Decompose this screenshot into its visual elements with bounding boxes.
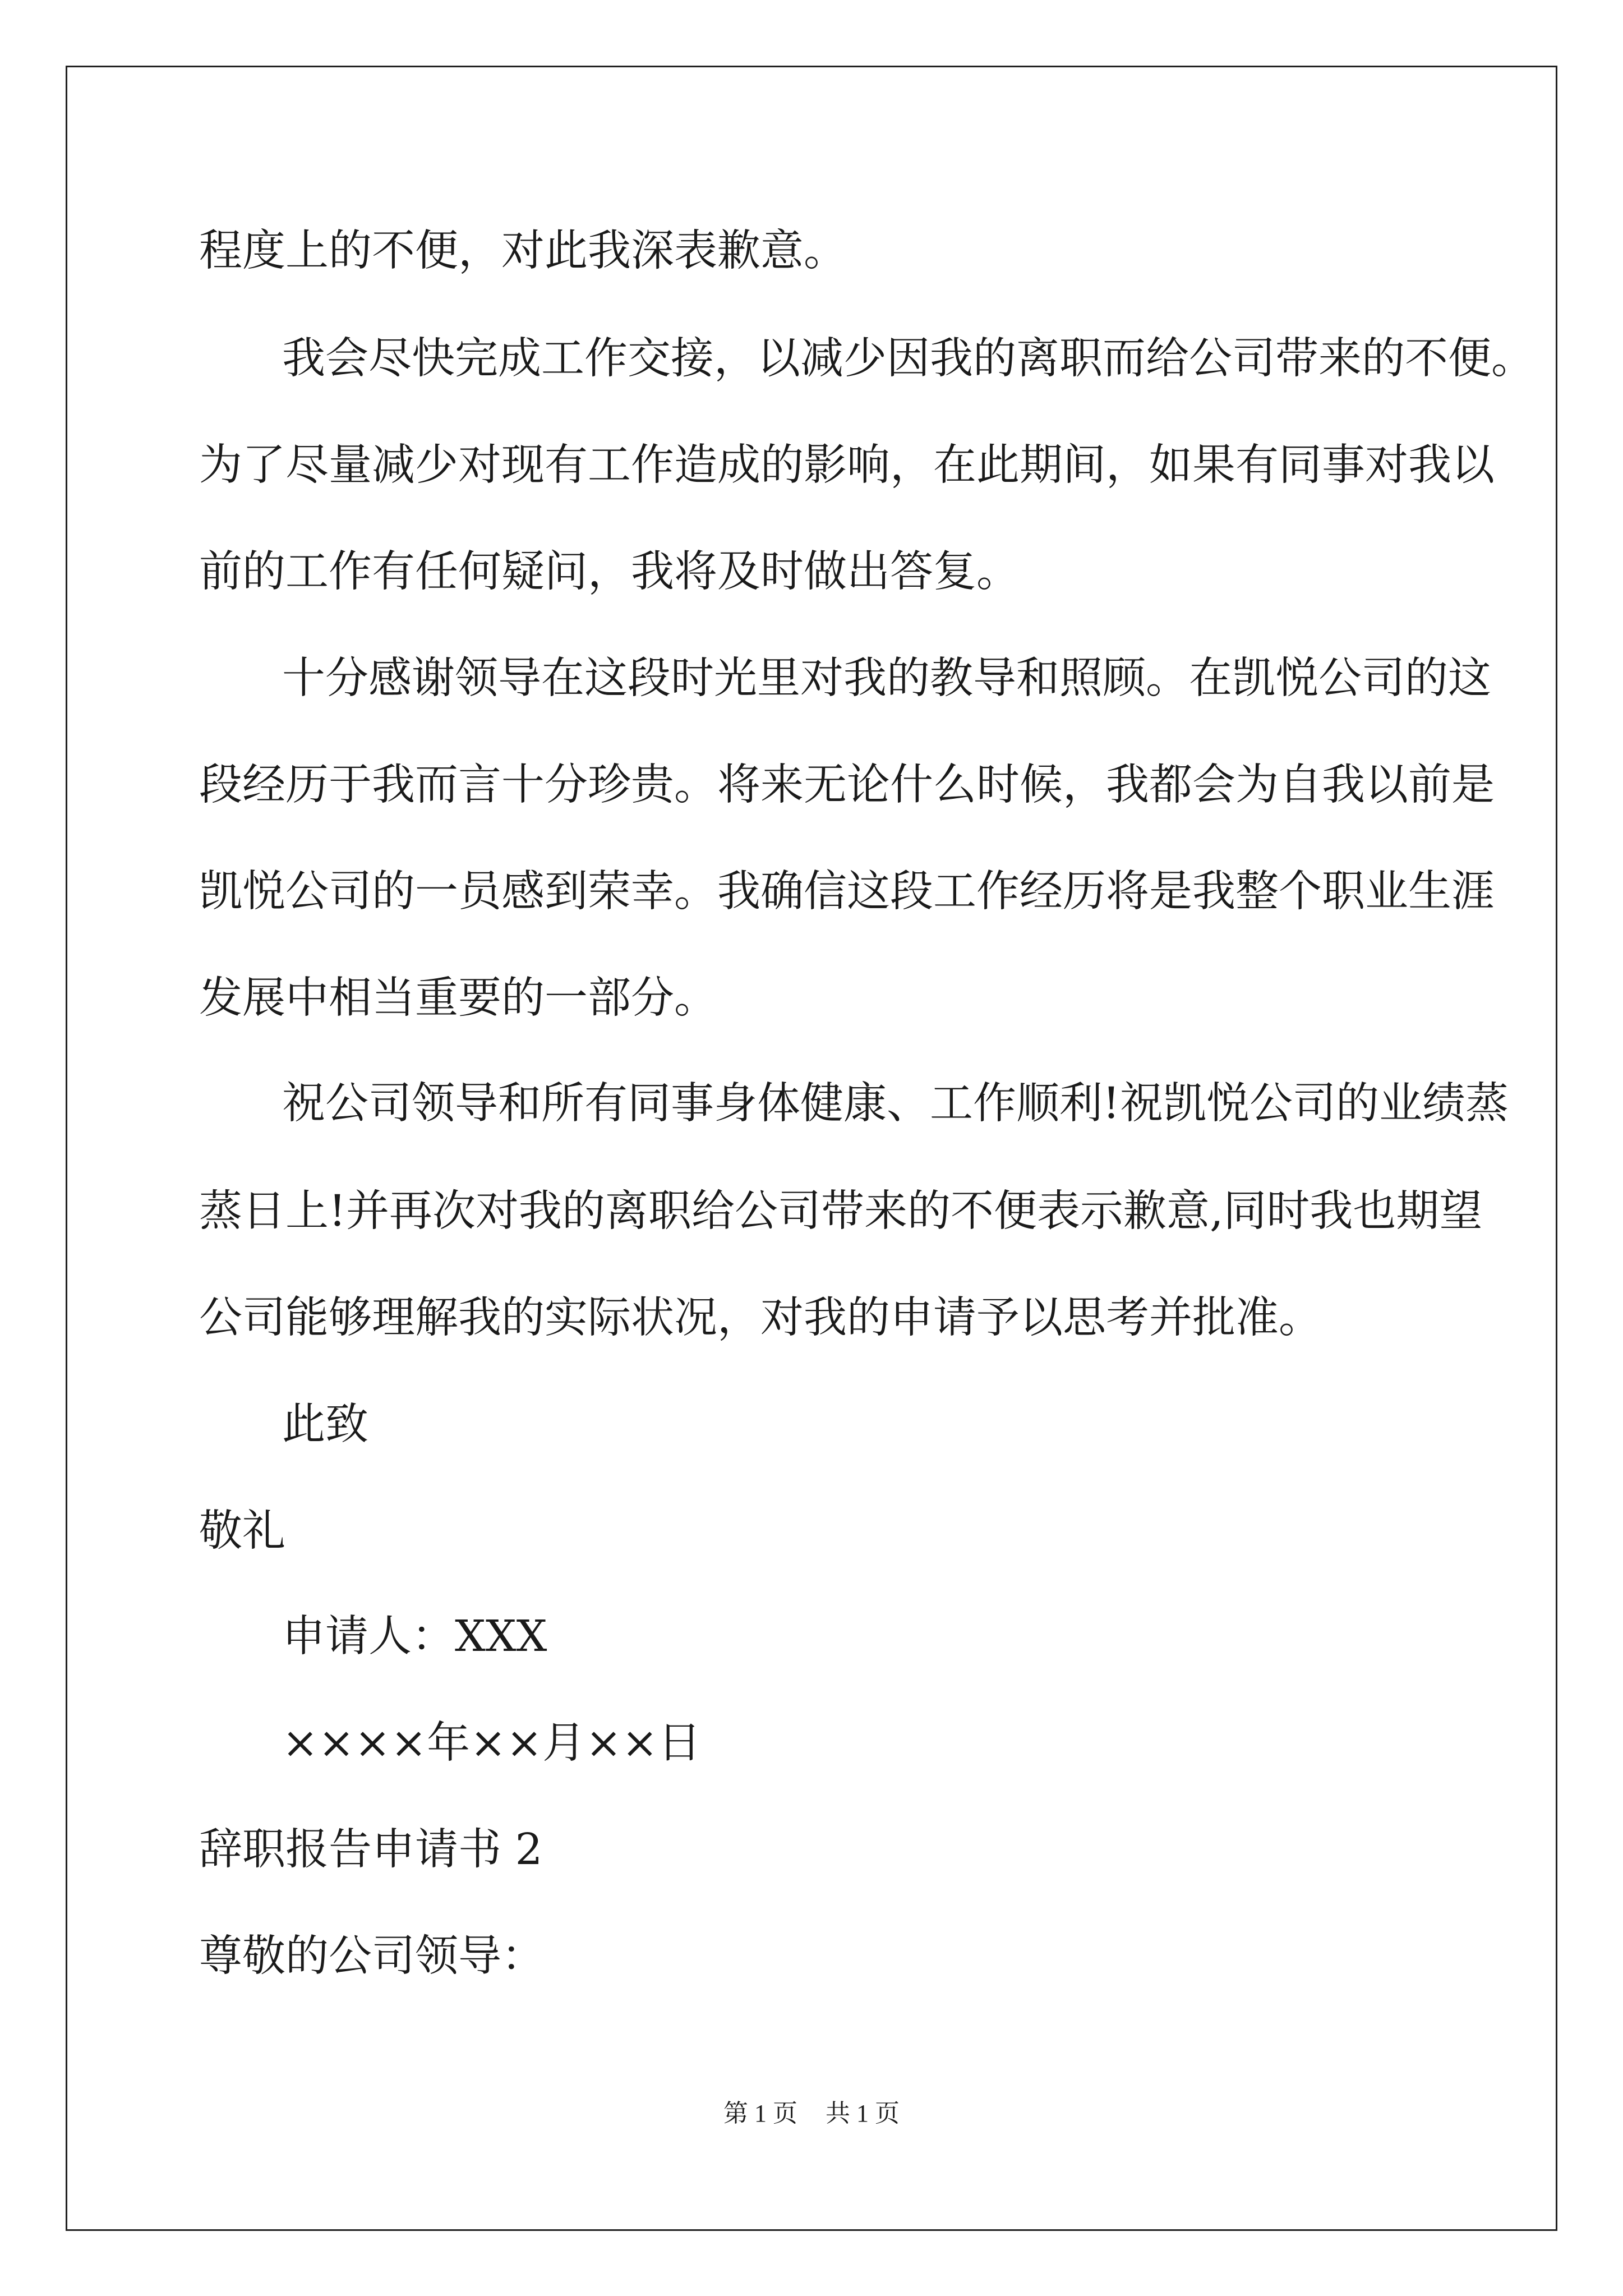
section-title: 辞职报告申请书 2 [199,1825,543,1875]
body-line-1: 程度上的不便，对此我深表歉意。 [199,226,847,276]
body-line-7: 凯悦公司的一员感到荣幸。我确信这段工作经历将是我整个职业生涯 [199,867,1495,917]
body-line-6: 段经历于我而言十分珍贵。将来无论什么时候，我都会为自我以前是 [199,760,1495,810]
closing-regards: 敬礼 [199,1506,285,1556]
body-line-9: 祝公司领导和所有同事身体健康、工作顺利!祝凯悦公司的业绩蒸 [282,1079,1509,1129]
page-total: 共 1 页 [826,2100,900,2127]
page-footer [0,2097,1623,2131]
body-line-10: 蒸日上!并再次对我的离职给公司带来的不便表示歉意,同时我也期望 [199,1186,1483,1236]
closing-salutation: 此致 [282,1400,368,1450]
body-line-2: 我会尽快完成工作交接，以减少因我的离职而给公司带来的不便。 [282,334,1534,384]
body-line-5: 十分感谢领导在这段时光里对我的教导和照顾。在凯悦公司的这 [282,654,1491,703]
date-line: ××××年××月××日 [282,1718,702,1768]
page-number: 第 1 页 [723,2100,797,2127]
body-line-4: 前的工作有任何疑问，我将及时做出答复。 [199,547,1020,597]
greeting-line: 尊敬的公司领导： [199,1931,545,1981]
body-line-8: 发展中相当重要的一部分。 [199,973,717,1023]
page-border [66,66,1557,2231]
body-line-3: 为了尽量减少对现有工作造成的影响，在此期间，如果有同事对我以 [199,440,1495,490]
applicant-line: 申请人：XXX [282,1612,547,1662]
body-line-11: 公司能够理解我的实际状况，对我的申请予以思考并批准。 [199,1293,1322,1343]
